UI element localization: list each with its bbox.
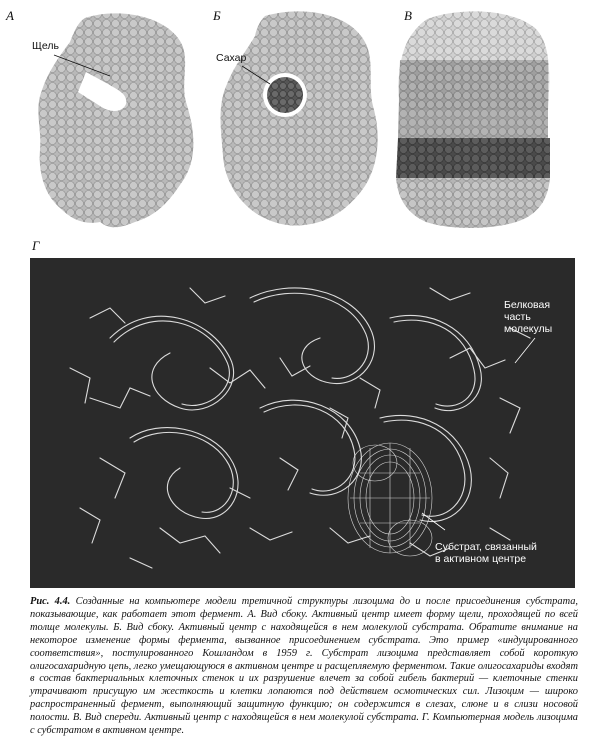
panel-b-letter: Б (213, 8, 221, 23)
figure-label: Рис. 4.4. (30, 596, 71, 607)
protein-part-label-line1: Белковая (504, 299, 551, 311)
lysozyme-side-view-b (215, 10, 385, 235)
panel-a-letter: А (6, 8, 14, 23)
wireframe-lysozyme (30, 258, 575, 588)
substrate-label-line1: Субстрат, связанный (435, 541, 537, 553)
cleft-leader-line (52, 52, 122, 82)
sugar-leader-line (240, 64, 280, 94)
cleft-label: Щель (32, 40, 59, 52)
panel-v-letter: В (404, 8, 412, 23)
caption-text: Созданные на компьютере модели третичной структуры лизоцима до и после присоединения субстрата, показывающие, как работает этот фермент. А. Вид сбоку. Активный центр имеет форму щели, проходящей по всей толще молекулы. Б. Вид сбоку. Активный центр с находящейся в нем молекулой субстрата. Обратите внимание на некоторое изменение формы фермента, вызванное присоединением субстрата. Это пример «индуцированного соответствия», постулированного Кошландом в 1959 г. Субстрат лизоцима представляет собой короткую олигосахаридную цепь, легко умещающуюся в активном центре и расщепляемую ферментом. Такие олигосахариды входят в состав бактериальных клеточных стенок и их разрушение влечет за собой гибель бактерий — клеточные стенки утрачивают присущую им жесткость и клетки лопаются под действием осмотических сил. Лизоцим — широко распространенный фермент, выполняющий защитную функцию; он содержится в слезах, слюне и в слизи носовой полости. В. Вид спереди. Активный центр с находящейся в нем молекулой субстрата. Г. Компьютерная модель лизоцима с субстратом в активном центре. (30, 596, 578, 737)
protein-part-label-line2: часть (504, 311, 531, 323)
wireframe-model-panel (30, 258, 575, 588)
substrate-label-line2: в активном центре (435, 553, 527, 565)
figure-caption (30, 596, 578, 738)
sugar-label: Сахар (216, 52, 247, 64)
panel-g-letter: Г (32, 238, 40, 253)
protein-part-label-line3: молекулы (504, 323, 553, 335)
lysozyme-front-view-v (390, 10, 560, 230)
